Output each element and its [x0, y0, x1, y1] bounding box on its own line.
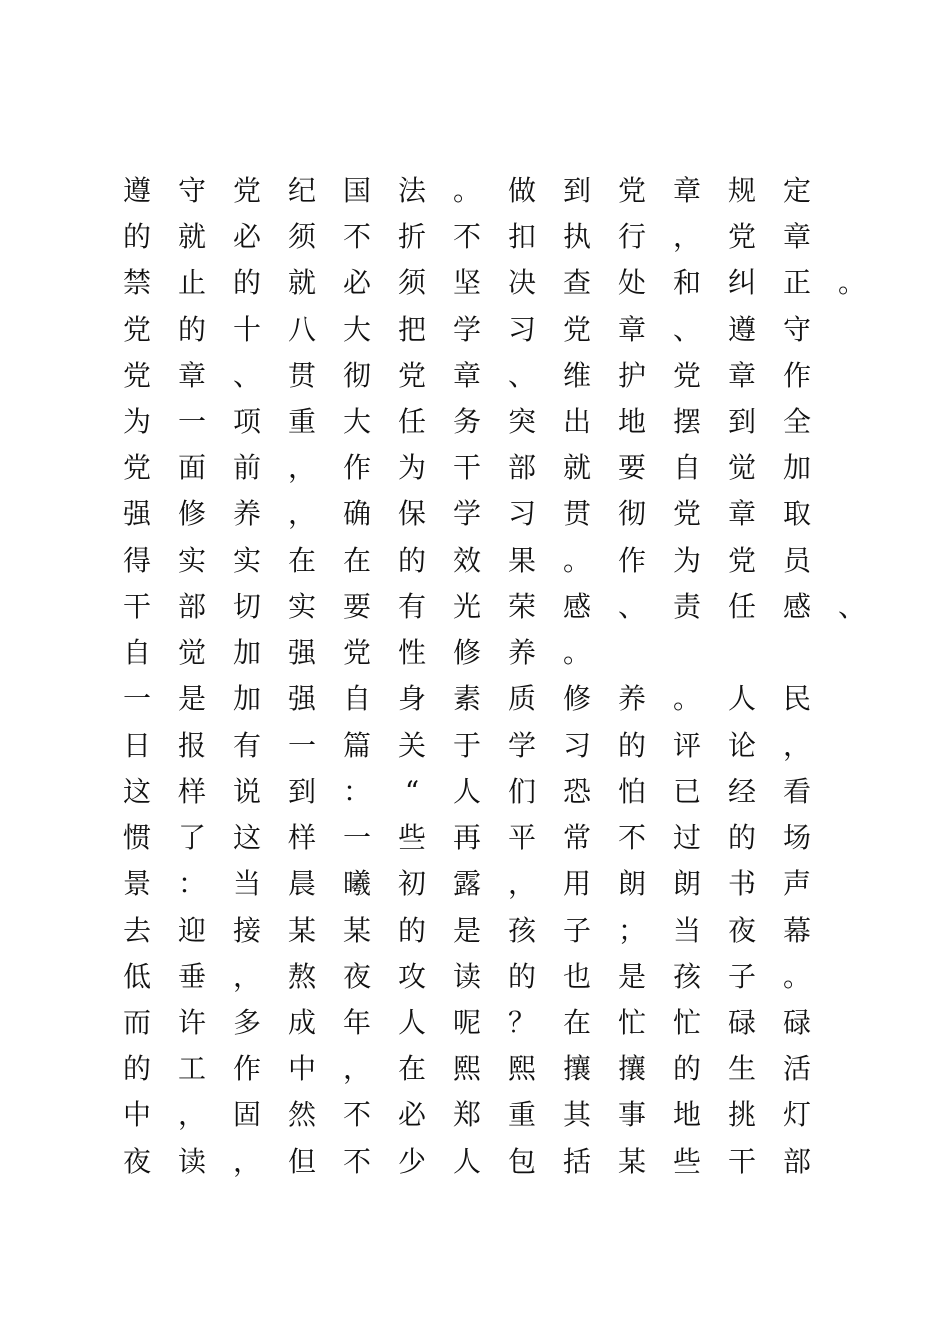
text-char: 工: [177, 1052, 206, 1085]
text-char: 扣: [507, 220, 536, 253]
text-char: 初: [397, 867, 426, 900]
text-char: 关: [397, 729, 426, 762]
text-char: 确: [342, 497, 371, 530]
text-char: 护: [617, 359, 646, 392]
text-char: 党: [562, 313, 591, 346]
text-char: 不: [342, 1145, 371, 1178]
text-char: 子: [562, 914, 591, 947]
text-char: 作: [617, 544, 646, 577]
text-char: 某: [617, 1145, 646, 1178]
text-char: 觉: [177, 636, 206, 669]
text-char: 孩: [672, 960, 701, 993]
text-char: 攘: [617, 1052, 646, 1085]
text-char: 的: [507, 960, 536, 993]
text-char: 朗: [617, 867, 646, 900]
text-char: 感: [562, 590, 591, 623]
text-char: 任: [397, 405, 426, 438]
text-char: 纪: [287, 174, 316, 207]
text-char: 一: [342, 821, 371, 854]
text-char: 学: [452, 497, 481, 530]
text-char: 人: [727, 682, 756, 715]
text-char: 大: [342, 313, 371, 346]
text-char: 在: [397, 1052, 426, 1085]
text-char: 样: [287, 821, 316, 854]
text-char: 实: [287, 590, 316, 623]
text-char: 身: [397, 682, 426, 715]
text-char: 惯: [122, 821, 151, 854]
text-char: 在: [287, 544, 316, 577]
text-char: 的: [122, 1052, 151, 1085]
text-char: 质: [507, 682, 536, 715]
text-char: 习: [507, 313, 536, 346]
text-char: 章: [617, 313, 646, 346]
text-char: 晨: [287, 867, 316, 900]
text-char: 生: [727, 1052, 756, 1085]
text-char: 自: [122, 636, 151, 669]
text-char: 守: [782, 313, 811, 346]
text-char: 面: [177, 451, 206, 484]
text-char: 加: [232, 636, 261, 669]
text-char: 遵: [122, 174, 151, 207]
text-char: 党: [122, 359, 151, 392]
text-char: 就: [287, 266, 316, 299]
text-char: 止: [177, 266, 206, 299]
text-char: 熬: [287, 960, 316, 993]
text-char: 要: [617, 451, 646, 484]
text-char: 感: [782, 590, 811, 623]
text-char: 出: [562, 405, 591, 438]
text-char: 是: [617, 960, 646, 993]
text-char: 必: [397, 1098, 426, 1131]
text-char: 章: [672, 174, 701, 207]
text-char: 责: [672, 590, 701, 623]
text-char: 必: [232, 220, 261, 253]
text-char: 再: [452, 821, 481, 854]
text-char: 露: [452, 867, 481, 900]
text-char: 加: [782, 451, 811, 484]
text-char: 切: [232, 590, 261, 623]
text-char: 些: [397, 821, 426, 854]
text-char: ，: [782, 729, 811, 762]
text-char: 篇: [342, 729, 371, 762]
text-char: 攻: [397, 960, 426, 993]
text-char: 这: [232, 821, 261, 854]
text-char: 定: [782, 174, 811, 207]
text-char: 了: [177, 821, 206, 854]
text-char: 事: [617, 1098, 646, 1131]
text-char: 而: [122, 1006, 151, 1039]
text-char: 执: [562, 220, 591, 253]
text-char: 常: [562, 821, 591, 854]
text-char: 成: [287, 1006, 316, 1039]
text-char: 把: [397, 313, 426, 346]
text-char: 碌: [782, 1006, 811, 1039]
text-char: 的: [672, 1052, 701, 1085]
text-char: 荣: [507, 590, 536, 623]
text-char: 场: [782, 821, 811, 854]
text-char: 民: [782, 682, 811, 715]
text-char: 全: [782, 405, 811, 438]
text-char: 灯: [782, 1098, 811, 1131]
text-char: 任: [727, 590, 756, 623]
text-char: 坚: [452, 266, 481, 299]
text-char: 活: [782, 1052, 811, 1085]
text-char: 人: [397, 1006, 426, 1039]
text-char: 党: [232, 174, 261, 207]
text-char: 员: [782, 544, 811, 577]
text-char: 夜: [727, 914, 756, 947]
text-char: 说: [232, 775, 261, 808]
text-char: 章: [177, 359, 206, 392]
text-char: 果: [507, 544, 536, 577]
text-char: 许: [177, 1006, 206, 1039]
text-char: 的: [122, 220, 151, 253]
text-char: 人: [452, 1145, 481, 1178]
text-char: 评: [672, 729, 701, 762]
text-char: 到: [562, 174, 591, 207]
text-char: 彻: [342, 359, 371, 392]
text-char: 养: [507, 636, 536, 669]
text-char: 某: [342, 914, 371, 947]
text-char: 保: [397, 497, 426, 530]
text-char: 规: [727, 174, 756, 207]
text-char: 十: [232, 313, 261, 346]
text-char: 章: [452, 359, 481, 392]
text-char: 年: [342, 1006, 371, 1039]
text-char: 取: [782, 497, 811, 530]
text-char: 重: [287, 405, 316, 438]
text-char: 、: [837, 590, 866, 623]
text-char: 章: [727, 497, 756, 530]
text-char: 景: [122, 867, 151, 900]
text-char: 、: [617, 590, 646, 623]
text-char: 论: [727, 729, 756, 762]
text-char: 实: [232, 544, 261, 577]
text-char: ：: [177, 867, 206, 900]
text-char: 读: [177, 1145, 206, 1178]
text-char: 正: [782, 266, 811, 299]
text-char: 做: [507, 174, 536, 207]
text-char: 党: [342, 636, 371, 669]
text-char: 要: [342, 590, 371, 623]
text-char: 修: [562, 682, 591, 715]
text-char: 处: [617, 266, 646, 299]
text-char: 怕: [617, 775, 646, 808]
text-char: 须: [397, 266, 426, 299]
text-char: 的: [397, 544, 426, 577]
text-char: ：: [342, 775, 371, 808]
text-char: 平: [507, 821, 536, 854]
text-char: 守: [177, 174, 206, 207]
text-char: 这: [122, 775, 151, 808]
text-char: 的: [177, 313, 206, 346]
text-char: 在: [342, 544, 371, 577]
text-char: 彻: [617, 497, 646, 530]
text-char: 行: [617, 220, 646, 253]
text-char: 遵: [727, 313, 756, 346]
text-char: 必: [342, 266, 371, 299]
text-char: 党: [397, 359, 426, 392]
text-char: 须: [287, 220, 316, 253]
text-char: 一: [177, 405, 206, 438]
text-char: 为: [397, 451, 426, 484]
text-char: 多: [232, 1006, 261, 1039]
text-char: 查: [562, 266, 591, 299]
text-char: 党: [672, 497, 701, 530]
text-char: 挑: [727, 1098, 756, 1131]
text-char: 干: [452, 451, 481, 484]
text-char: 碌: [727, 1006, 756, 1039]
text-char: 作: [232, 1052, 261, 1085]
text-char: 学: [452, 313, 481, 346]
text-char: 于: [452, 729, 481, 762]
text-char: 部: [782, 1145, 811, 1178]
text-char: 当: [672, 914, 701, 947]
text-char: 大: [342, 405, 371, 438]
text-char: 强: [122, 497, 151, 530]
text-char: 子: [727, 960, 756, 993]
text-char: ，: [287, 451, 316, 484]
text-char: 贯: [562, 497, 591, 530]
text-char: 折: [397, 220, 426, 253]
text-char: 八: [287, 313, 316, 346]
text-char: 。: [562, 544, 591, 577]
text-char: ，: [672, 220, 701, 253]
text-char: 某: [287, 914, 316, 947]
text-char: 熙: [507, 1052, 536, 1085]
text-char: ，: [232, 960, 261, 993]
text-char: 修: [452, 636, 481, 669]
text-char: 朗: [672, 867, 701, 900]
text-char: 经: [727, 775, 756, 808]
text-char: 也: [562, 960, 591, 993]
text-char: 。: [837, 266, 866, 299]
text-char: 。: [782, 960, 811, 993]
text-char: 章: [782, 220, 811, 253]
text-char: 作: [782, 359, 811, 392]
text-char: 养: [617, 682, 646, 715]
text-char: 然: [287, 1098, 316, 1131]
text-char: 效: [452, 544, 481, 577]
text-char: 幕: [782, 914, 811, 947]
text-char: 的: [617, 729, 646, 762]
text-char: 其: [562, 1098, 591, 1131]
text-char: 和: [672, 266, 701, 299]
text-char: 突: [507, 405, 536, 438]
text-char: 有: [397, 590, 426, 623]
text-char: 不: [342, 1098, 371, 1131]
text-char: 维: [562, 359, 591, 392]
text-char: 干: [727, 1145, 756, 1178]
text-char: 到: [287, 775, 316, 808]
text-char: 。: [452, 174, 481, 207]
text-char: 不: [452, 220, 481, 253]
text-char: 党: [672, 359, 701, 392]
text-char: 就: [562, 451, 591, 484]
text-char: 的: [727, 821, 756, 854]
text-char: 禁: [122, 266, 151, 299]
text-char: 攘: [562, 1052, 591, 1085]
text-char: 夜: [342, 960, 371, 993]
text-char: 熙: [452, 1052, 481, 1085]
text-char: 但: [287, 1145, 316, 1178]
text-char: 强: [287, 636, 316, 669]
text-char: ；: [617, 914, 646, 947]
text-char: 一: [287, 729, 316, 762]
text-char: 干: [122, 590, 151, 623]
text-char: 党: [122, 451, 151, 484]
text-char: 在: [562, 1006, 591, 1039]
text-char: 强: [287, 682, 316, 715]
text-char: 养: [232, 497, 261, 530]
text-char: 党: [727, 544, 756, 577]
text-char: 人: [452, 775, 481, 808]
text-char: 、: [507, 359, 536, 392]
text-char: 郑: [452, 1098, 481, 1131]
text-char: 迎: [177, 914, 206, 947]
text-char: 作: [342, 451, 371, 484]
text-char: 读: [452, 960, 481, 993]
text-char: 为: [672, 544, 701, 577]
text-char: 性: [397, 636, 426, 669]
text-char: ，: [177, 1098, 206, 1131]
text-char: 重: [507, 1098, 536, 1131]
text-char: 光: [452, 590, 481, 623]
text-char: 摆: [672, 405, 701, 438]
text-char: 国: [342, 174, 371, 207]
text-char: 前: [232, 451, 261, 484]
text-char: 。: [672, 682, 701, 715]
text-char: 党: [727, 220, 756, 253]
text-char: 学: [507, 729, 536, 762]
text-char: 得: [122, 544, 151, 577]
text-char: 、: [672, 313, 701, 346]
text-char: ？: [507, 1006, 536, 1039]
text-char: 加: [232, 682, 261, 715]
text-char: 垂: [177, 960, 206, 993]
text-char: 呢: [452, 1006, 481, 1039]
text-char: 们: [507, 775, 536, 808]
text-char: 些: [672, 1145, 701, 1178]
text-char: 项: [232, 405, 261, 438]
text-char: 不: [617, 821, 646, 854]
text-char: 贯: [287, 359, 316, 392]
text-char: 书: [727, 867, 756, 900]
text-char: 接: [232, 914, 261, 947]
text-char: 务: [452, 405, 481, 438]
text-char: 的: [232, 266, 261, 299]
text-char: 括: [562, 1145, 591, 1178]
text-char: 包: [507, 1145, 536, 1178]
text-char: 自: [672, 451, 701, 484]
text-char: 夜: [122, 1145, 151, 1178]
text-char: 、: [232, 359, 261, 392]
text-char: 纠: [727, 266, 756, 299]
text-char: 修: [177, 497, 206, 530]
text-char: 声: [782, 867, 811, 900]
text-char: 去: [122, 914, 151, 947]
text-char: 部: [177, 590, 206, 623]
text-char: 有: [232, 729, 261, 762]
text-char: 曦: [342, 867, 371, 900]
text-char: 样: [177, 775, 206, 808]
text-char: 决: [507, 266, 536, 299]
text-char: 当: [232, 867, 261, 900]
text-char: 是: [177, 682, 206, 715]
text-char: 中: [287, 1052, 316, 1085]
text-char: 用: [562, 867, 591, 900]
text-char: 部: [507, 451, 536, 484]
text-char: 不: [342, 220, 371, 253]
text-char: 习: [507, 497, 536, 530]
text-char: 地: [617, 405, 646, 438]
text-char: ，: [232, 1145, 261, 1178]
text-char: 忙: [617, 1006, 646, 1039]
text-char: 看: [782, 775, 811, 808]
text-char: 素: [452, 682, 481, 715]
text-char: 法: [397, 174, 426, 207]
text-char: 固: [232, 1098, 261, 1131]
text-char: 自: [342, 682, 371, 715]
text-char: ，: [287, 497, 316, 530]
text-char: ，: [507, 867, 536, 900]
text-char: 日: [122, 729, 151, 762]
text-char: 忙: [672, 1006, 701, 1039]
text-char: “: [404, 775, 420, 808]
text-char: 章: [727, 359, 756, 392]
text-char: 少: [397, 1145, 426, 1178]
text-char: ，: [342, 1052, 371, 1085]
text-char: 实: [177, 544, 206, 577]
text-char: 党: [122, 313, 151, 346]
text-char: 党: [617, 174, 646, 207]
text-char: 已: [672, 775, 701, 808]
text-char: 一: [122, 682, 151, 715]
text-char: 报: [177, 729, 206, 762]
text-char: 觉: [727, 451, 756, 484]
text-char: 孩: [507, 914, 536, 947]
text-char: 到: [727, 405, 756, 438]
text-char: 为: [122, 405, 151, 438]
text-char: 习: [562, 729, 591, 762]
text-char: 的: [397, 914, 426, 947]
text-char: 恐: [562, 775, 591, 808]
text-char: 是: [452, 914, 481, 947]
text-char: 地: [672, 1098, 701, 1131]
text-char: 过: [672, 821, 701, 854]
text-char: 中: [122, 1098, 151, 1131]
text-char: 就: [177, 220, 206, 253]
text-char: 低: [122, 960, 151, 993]
text-char: 。: [562, 636, 591, 669]
